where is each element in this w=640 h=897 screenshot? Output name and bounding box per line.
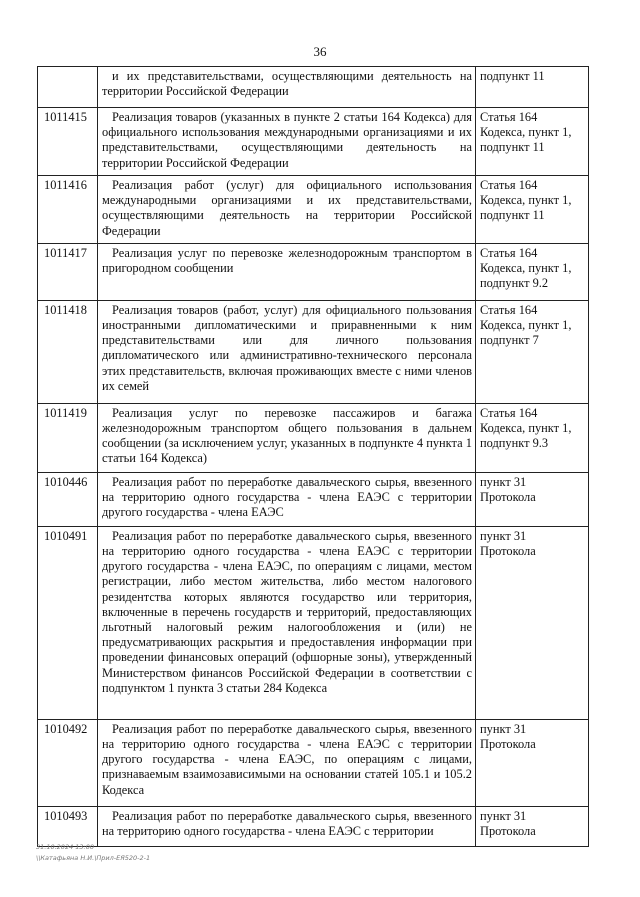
operation-code-cell: 1010492: [38, 719, 98, 806]
operation-description-cell: Реализация товаров (работ, услуг) для официального пользования иностранными дипломатическими и приравненными к ним представительствами или для личного пользования дипломатического или административно-технического персонала этих представительств, включая проживающих вместе с ними членов их семей: [98, 300, 476, 403]
table-row: [38, 719, 589, 806]
legal-reference-cell: пункт 31 Протокола: [476, 806, 589, 846]
table-row: [38, 243, 589, 300]
operation-code-cell: 1011417: [38, 243, 98, 300]
table-row: [38, 108, 589, 176]
operation-description-cell: Реализация товаров (указанных в пункте 2 статьи 164 Кодекса) для официального использования международными организациями и их представительствами, осуществляющими деятельность на территории Российской Федерации: [98, 108, 476, 176]
page-number: 36: [313, 44, 327, 59]
operation-code-cell: 1010491: [38, 526, 98, 719]
legal-reference-cell: Статья 164 Кодекса, пункт 1, подпункт 11: [476, 108, 589, 176]
footer-timestamp: 31.10.2024 13:00: [36, 843, 95, 851]
operation-code-cell: [38, 67, 98, 108]
legal-reference-cell: Статья 164 Кодекса, пункт 1, подпункт 9.3: [476, 403, 589, 472]
legal-reference-cell: пункт 31 Протокола: [476, 472, 589, 526]
operation-description-cell: Реализация работ (услуг) для официального использования международными организациями и их представительствами, осуществляющими деятельность на территории Российской Федерации: [98, 176, 476, 244]
operation-code-cell: 1011416: [38, 176, 98, 244]
legal-reference-cell: пункт 31 Протокола: [476, 526, 589, 719]
table-row: [38, 300, 589, 403]
legal-reference-cell: пункт 31 Протокола: [476, 719, 589, 806]
table-row: [38, 67, 589, 108]
operation-description-cell: Реализация услуг по перевозке пассажиров и багажа железнодорожным транспортом общего пользования в дальнем сообщении (за исключением услуг, указанных в подпункте 4 пункта 1 статьи 164 Кодекса): [98, 403, 476, 472]
operation-code-cell: 1010446: [38, 472, 98, 526]
table-body: [38, 67, 589, 847]
operation-description-cell: Реализация работ по переработке давальческого сырья, ввезенного на территорию одного государства - члена ЕАЭС с территории другого государства - члена ЕАЭС, по операциям с лицами, признаваемым взаимозависимыми на основании статей 105.1 и 105.2 Кодекса: [98, 719, 476, 806]
operation-description-cell: Реализация работ по переработке давальческого сырья, ввезенного на территорию одного государства - члена ЕАЭС с территории: [98, 806, 476, 846]
operation-code-cell: 1011418: [38, 300, 98, 403]
operation-description-cell: и их представительствами, осуществляющими деятельность на территории Российской Федерации: [98, 67, 476, 108]
legal-reference-cell: Статья 164 Кодекса, пункт 1, подпункт 9.2: [476, 243, 589, 300]
operation-code-cell: 1011415: [38, 108, 98, 176]
footer-document-path: \\Катафьяна Н.И.\Прил-ЕЯ520-2-1: [36, 854, 151, 862]
table-row: [38, 403, 589, 472]
table-row: [38, 526, 589, 719]
operation-description-cell: Реализация услуг по перевозке железнодорожным транспортом в пригородном сообщении: [98, 243, 476, 300]
table-row: [38, 472, 589, 526]
tax-code-table: [37, 66, 589, 847]
table-row: [38, 806, 589, 846]
legal-reference-cell: подпункт 11: [476, 67, 589, 108]
legal-reference-cell: Статья 164 Кодекса, пункт 1, подпункт 7: [476, 300, 589, 403]
operation-code-cell: 1011419: [38, 403, 98, 472]
operation-description-cell: Реализация работ по переработке давальческого сырья, ввезенного на территорию одного государства - члена ЕАЭС с территории другого государства - члена ЕАЭС, по операциям с лицами, местом регистрации, либо местом жительства, либо местом налогового резидентства которых являются государство или территория, включенные в перечень государств и территорий, предоставляющих льготный налоговый режим налогообложения и (или) не предусматривающих раскрытия и предоставления информации при проведении финансовых операций (офшорные зоны), утвержденный Министерством финансов Российской Федерации в соответствии с подпунктом 1 пункта 3 статьи 284 Кодекса: [98, 526, 476, 719]
operation-description-cell: Реализация работ по переработке давальческого сырья, ввезенного на территорию одного государства - члена ЕАЭС с территории другого государства - члена ЕАЭС: [98, 472, 476, 526]
legal-reference-cell: Статья 164 Кодекса, пункт 1, подпункт 11: [476, 176, 589, 244]
operation-code-cell: 1010493: [38, 806, 98, 846]
table-row: [38, 176, 589, 244]
